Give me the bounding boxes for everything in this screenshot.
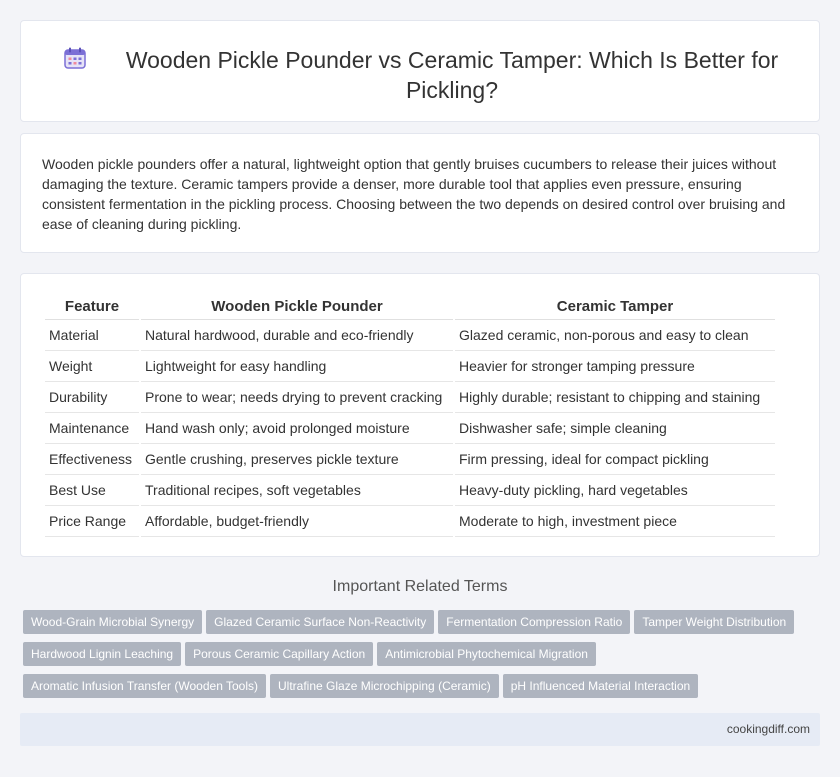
header-feature: Feature — [45, 294, 139, 320]
related-term-tag[interactable]: Ultrafine Glaze Microchipping (Ceramic) — [270, 674, 499, 698]
related-term-tag[interactable]: Aromatic Infusion Transfer (Wooden Tools) — [23, 674, 266, 698]
related-term-tag[interactable]: Glazed Ceramic Surface Non-Reactivity — [206, 610, 434, 634]
cell-feature: Weight — [45, 351, 139, 382]
header-ceramic-tamper: Ceramic Tamper — [455, 294, 775, 320]
comparison-table — [43, 294, 777, 537]
table-row — [45, 351, 775, 382]
cell-wooden: Natural hardwood, durable and eco-friendly — [141, 320, 453, 351]
header-wooden-pickle-pounder: Wooden Pickle Pounder — [141, 294, 453, 320]
table-row — [45, 320, 775, 351]
page-title: Wooden Pickle Pounder vs Ceramic Tamper: Which Is Better for Pickling? — [125, 47, 779, 103]
related-term-tag[interactable]: Antimicrobial Phytochemical Migration — [377, 642, 596, 666]
title-card — [20, 20, 820, 122]
cell-ceramic: Highly durable; resistant to chipping and staining — [455, 382, 775, 413]
related-term-tag[interactable]: Tamper Weight Distribution — [634, 610, 794, 634]
cell-ceramic: Moderate to high, investment piece — [455, 506, 775, 537]
related-term-tag[interactable]: Wood-Grain Microbial Synergy — [23, 610, 202, 634]
cell-wooden: Lightweight for easy handling — [141, 351, 453, 382]
cell-ceramic: Firm pressing, ideal for compact pickling — [455, 444, 775, 475]
footer-bar — [20, 713, 820, 746]
cell-wooden: Gentle crushing, preserves pickle texture — [141, 444, 453, 475]
table-header-row — [45, 294, 775, 320]
cell-feature: Material — [45, 320, 139, 351]
footer-site-link[interactable]: cookingdiff.com — [726, 722, 810, 736]
table-row — [45, 382, 775, 413]
table-row — [45, 506, 775, 537]
table-row — [45, 475, 775, 506]
cell-wooden: Traditional recipes, soft vegetables — [141, 475, 453, 506]
comparison-table-card — [20, 273, 820, 557]
related-terms-heading: Important Related Terms — [332, 578, 508, 595]
related-terms-list — [23, 610, 813, 706]
intro-card — [20, 133, 820, 253]
table-row — [45, 413, 775, 444]
cell-feature: Durability — [45, 382, 139, 413]
cell-wooden: Affordable, budget-friendly — [141, 506, 453, 537]
cell-feature: Best Use — [45, 475, 139, 506]
related-term-tag[interactable]: Porous Ceramic Capillary Action — [185, 642, 373, 666]
related-term-tag[interactable]: Hardwood Lignin Leaching — [23, 642, 181, 666]
cell-feature: Effectiveness — [45, 444, 139, 475]
related-term-tag[interactable]: Fermentation Compression Ratio — [438, 610, 630, 634]
cell-ceramic: Glazed ceramic, non-porous and easy to clean — [455, 320, 775, 351]
table-row — [45, 444, 775, 475]
intro-paragraph: Wooden pickle pounders offer a natural, lightweight option that gently bruises cucumbers to release their juices without damaging the texture. Ceramic tampers provide a denser, more durable tool that applies even pressure, ensuring consistent fermentation in the pickling process. Choosing between the two depends on desired control over bruising and ease of cleaning during pickling. — [42, 156, 786, 232]
cell-wooden: Hand wash only; avoid prolonged moisture — [141, 413, 453, 444]
related-term-tag[interactable]: pH Influenced Material Interaction — [503, 674, 698, 698]
cell-ceramic: Heavier for stronger tamping pressure — [455, 351, 775, 382]
cell-ceramic: Dishwasher safe; simple cleaning — [455, 413, 775, 444]
cell-feature: Maintenance — [45, 413, 139, 444]
cell-feature: Price Range — [45, 506, 139, 537]
cell-wooden: Prone to wear; needs drying to prevent cracking — [141, 382, 453, 413]
cell-ceramic: Heavy-duty pickling, hard vegetables — [455, 475, 775, 506]
